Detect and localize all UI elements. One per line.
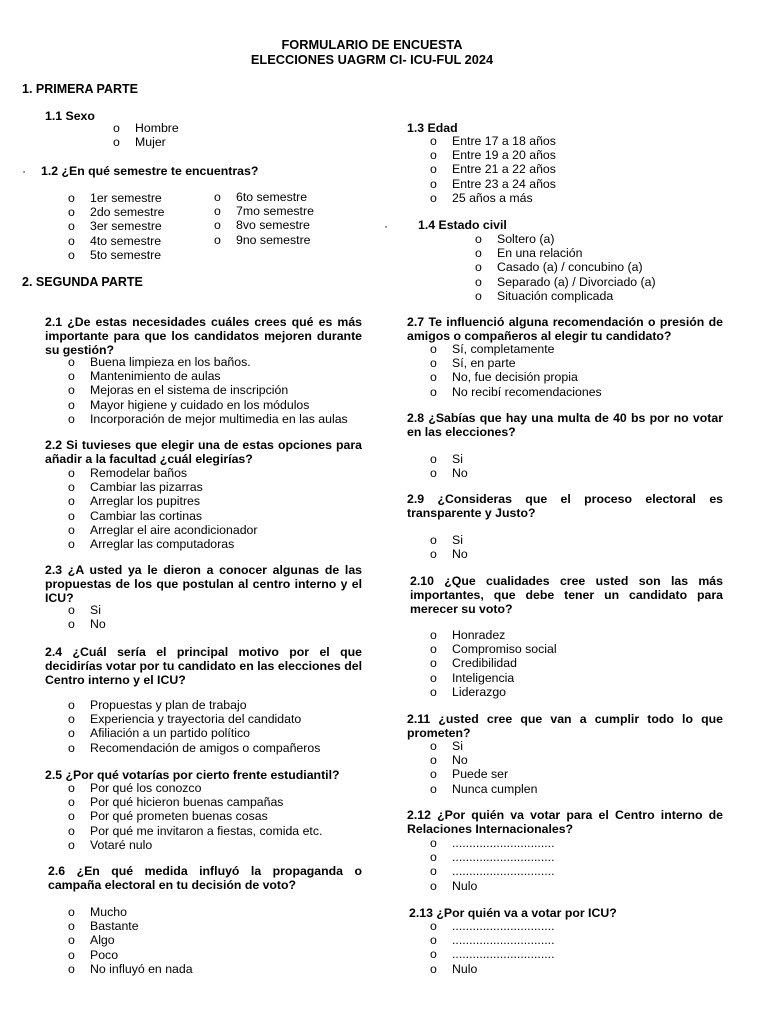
option-item[interactable]: o Hombre (113, 121, 179, 135)
option-item[interactable]: o Puede ser (430, 767, 537, 781)
options-2-6 (68, 905, 193, 976)
option-item[interactable]: o 7mo semestre (214, 204, 314, 218)
bullet-mark: · (22, 164, 27, 178)
options-2-1 (68, 355, 348, 426)
option-item[interactable]: o .............................. (430, 933, 555, 947)
option-item[interactable]: o 3er semestre (68, 219, 165, 233)
options-2-12 (430, 836, 555, 893)
question-2-1: 2.1 ¿De estas necesidades cuáles crees qué es más importante para que los candidatos mejoren durante su gestión? (45, 315, 362, 357)
option-item[interactable]: o Arreglar el aire acondicionador (68, 523, 257, 537)
option-item[interactable]: o Entre 19 a 20 años (430, 148, 556, 162)
section-heading-part1: 1. PRIMERA PARTE (22, 82, 138, 96)
question-2-5: 2.5 ¿Por qué votarías por cierto frente estudiantil? (45, 768, 340, 782)
option-item[interactable]: o Propuestas y plan de trabajo (68, 698, 320, 712)
option-item[interactable]: o Inteligencia (430, 671, 557, 685)
option-item[interactable]: o .............................. (430, 864, 555, 878)
option-item[interactable]: o No (430, 547, 468, 561)
option-item[interactable]: o Entre 17 a 18 años (430, 134, 556, 148)
option-item[interactable]: o No (68, 617, 106, 631)
option-item[interactable]: o Por qué hicieron buenas campañas (68, 795, 322, 809)
bullet-mark: · (384, 219, 389, 233)
option-item[interactable]: o Soltero (a) (475, 232, 656, 246)
form-title: FORMULARIO DE ENCUESTA (281, 37, 463, 52)
option-item[interactable]: o En una relación (475, 246, 656, 260)
question-2-8: 2.8 ¿Sabías que hay una multa de 40 bs por no votar en las elecciones? (407, 411, 723, 439)
options-2-8 (430, 452, 468, 480)
option-item[interactable]: o 9no semestre (214, 233, 314, 247)
option-item[interactable]: o Cambiar las pizarras (68, 480, 257, 494)
option-item[interactable]: o 5to semestre (68, 248, 165, 262)
option-item[interactable]: o No (430, 753, 537, 767)
option-item[interactable]: o 6to semestre (214, 190, 314, 204)
option-item[interactable]: o Arreglar los pupitres (68, 494, 257, 508)
question-1-3: 1.3 Edad (407, 121, 458, 135)
question-2-2: 2.2 Si tuvieses que elegir una de estas opciones para añadir a la facultad ¿cuál elegirías? (45, 438, 362, 466)
options-2-10 (430, 628, 557, 699)
options-2-7 (430, 342, 602, 399)
option-item[interactable]: o Arreglar las computadoras (68, 537, 257, 551)
option-item[interactable]: o Remodelar baños (68, 466, 257, 480)
option-item[interactable]: o 4to semestre (68, 234, 165, 248)
options-2-13 (430, 919, 555, 976)
option-item[interactable]: o Por qué los conozco (68, 781, 322, 795)
option-item[interactable]: o 1er semestre (68, 191, 165, 205)
option-item[interactable]: o Separado (a) / Divorciado (a) (475, 275, 656, 289)
option-item[interactable]: o Algo (68, 933, 193, 947)
option-item[interactable]: o Votaré nulo (68, 838, 322, 852)
section-heading-part2: 2. SEGUNDA PARTE (22, 275, 143, 289)
option-item[interactable]: o Buena limpieza en los baños. (68, 355, 348, 369)
option-item[interactable]: o Honradez (430, 628, 557, 642)
option-item[interactable]: o Recomendación de amigos o compañeros (68, 741, 320, 755)
option-item[interactable]: o Mujer (113, 135, 179, 149)
option-item[interactable]: o Mayor higiene y cuidado en los módulos (68, 398, 348, 412)
options-2-3 (68, 603, 106, 631)
question-1-4: 1.4 Estado civil (418, 218, 507, 232)
option-item[interactable]: o Si (430, 452, 468, 466)
option-item[interactable]: o Casado (a) / concubino (a) (475, 260, 656, 274)
option-item[interactable]: o No (430, 466, 468, 480)
options-1-4 (475, 232, 656, 303)
options-2-5 (68, 781, 322, 852)
option-item[interactable]: o Cambiar las cortinas (68, 509, 257, 523)
option-item[interactable]: o 8vo semestre (214, 218, 314, 232)
options-1-1 (113, 121, 179, 149)
question-2-11: 2.11 ¿usted cree que van a cumplir todo lo que prometen? (407, 712, 723, 740)
options-1-2-col1 (68, 191, 165, 262)
question-2-13: 2.13 ¿Por quién va a votar por ICU? (409, 906, 617, 920)
question-2-3: 2.3 ¿A usted ya le dieron a conocer algunas de las propuestas de los que postulan al centro interno y el ICU? (45, 563, 362, 605)
option-item[interactable]: o .............................. (430, 836, 555, 850)
option-item[interactable]: o No recibí recomendaciones (430, 385, 602, 399)
option-item[interactable]: o Nulo (430, 962, 555, 976)
option-item[interactable]: o Experiencia y trayectoria del candidato (68, 712, 320, 726)
option-item[interactable]: o .............................. (430, 919, 555, 933)
option-item[interactable]: o 25 años a más (430, 191, 556, 205)
option-item[interactable]: o Mucho (68, 905, 193, 919)
options-2-9 (430, 533, 468, 561)
option-item[interactable]: o Sí, en parte (430, 356, 602, 370)
option-item[interactable]: o Incorporación de mejor multimedia en las aulas (68, 412, 348, 426)
option-item[interactable]: o Por qué prometen buenas cosas (68, 809, 322, 823)
option-item[interactable]: o Mejoras en el sistema de inscripción (68, 383, 348, 397)
option-item[interactable]: o .............................. (430, 947, 555, 961)
option-item[interactable]: o .............................. (430, 850, 555, 864)
option-item[interactable]: o Entre 23 a 24 años (430, 177, 556, 191)
option-item[interactable]: o Afiliación a un partido político (68, 726, 320, 740)
option-item[interactable]: o Credibilidad (430, 656, 557, 670)
option-item[interactable]: o No, fue decisión propia (430, 370, 602, 384)
option-item[interactable]: o Mantenimiento de aulas (68, 369, 348, 383)
option-item[interactable]: o Nunca cumplen (430, 782, 537, 796)
option-item[interactable]: o Situación complicada (475, 289, 656, 303)
option-item[interactable]: o Nulo (430, 879, 555, 893)
options-2-2 (68, 466, 257, 551)
option-item[interactable]: o Poco (68, 948, 193, 962)
option-item[interactable]: o Compromiso social (430, 642, 557, 656)
question-1-2: 1.2 ¿En qué semestre te encuentras? (41, 164, 259, 178)
options-2-4 (68, 698, 320, 755)
question-2-10: 2.10 ¿Que cualidades cree usted son las más importantes, que debe tener un candidato para merecer su voto? (410, 574, 723, 616)
option-item[interactable]: o Sí, completamente (430, 342, 602, 356)
option-item[interactable]: o Liderazgo (430, 685, 557, 699)
option-item[interactable]: o Bastante (68, 919, 193, 933)
option-item[interactable]: o No influyó en nada (68, 962, 193, 976)
question-1-1: 1.1 Sexo (45, 109, 95, 123)
form-subtitle: ELECCIONES UAGRM CI- ICU-FUL 2024 (250, 52, 494, 67)
option-item[interactable]: o Entre 21 a 22 años (430, 162, 556, 176)
option-item[interactable]: o 2do semestre (68, 205, 165, 219)
option-item[interactable]: o Si (430, 739, 537, 753)
option-item[interactable]: o Si (430, 533, 468, 547)
options-1-3 (430, 134, 556, 205)
option-item[interactable]: o Por qué me invitaron a fiestas, comida etc. (68, 824, 322, 838)
question-2-12: 2.12 ¿Por quién va votar para el Centro interno de Relaciones Internacionales? (407, 808, 723, 836)
question-2-4: 2.4 ¿Cuál sería el principal motivo por el que decidirías votar por tu candidato en las elecciones del Centro interno y el ICU? (45, 645, 362, 687)
question-2-9: 2.9 ¿Consideras que el proceso electoral es transparente y Justo? (407, 492, 723, 520)
question-2-6: 2.6 ¿En qué medida influyó la propaganda o campaña electoral en tu decisión de voto? (48, 864, 362, 892)
options-2-11 (430, 739, 537, 796)
question-2-7: 2.7 Te influenció alguna recomendación o presión de amigos o compañeros al elegir tu candidato? (407, 315, 723, 343)
option-item[interactable]: o Si (68, 603, 106, 617)
options-1-2-col2 (214, 190, 314, 247)
